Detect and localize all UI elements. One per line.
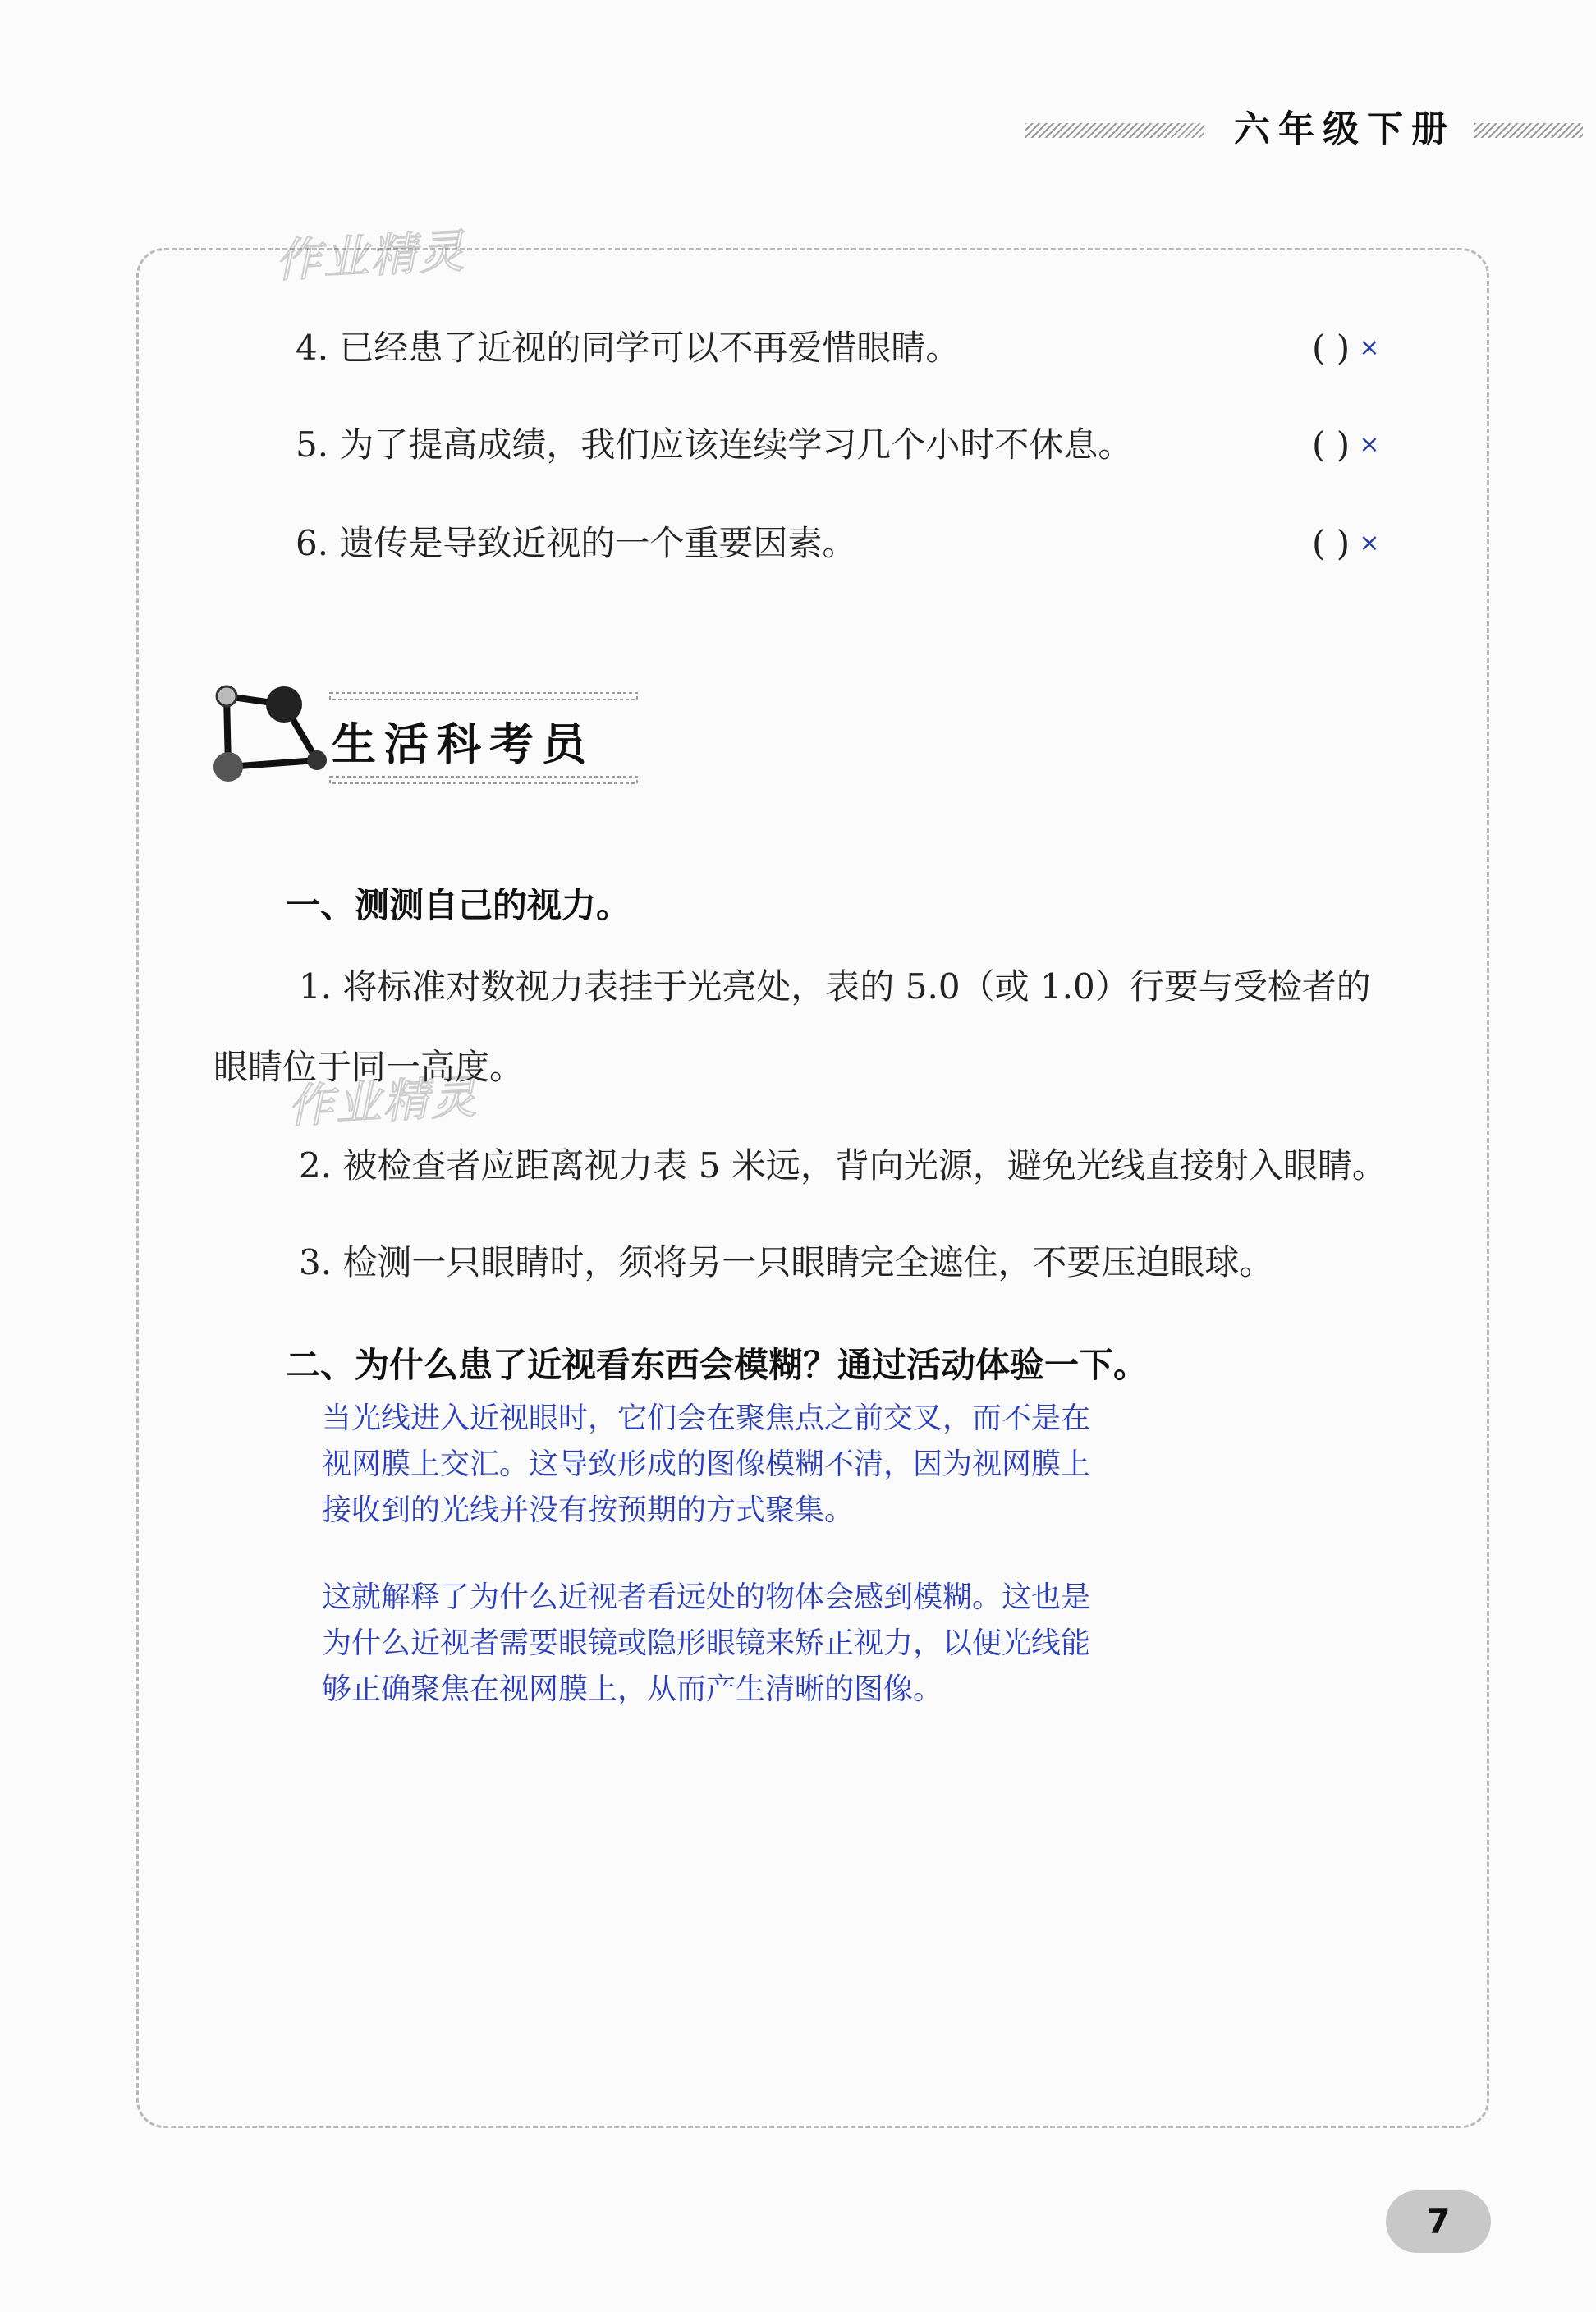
section-title: 生活科考员 xyxy=(332,718,594,770)
header-stripe-left xyxy=(1025,123,1204,138)
watermark: 作业精灵 xyxy=(286,1070,479,1135)
part2-heading: 二、为什么患了近视看东西会模糊？通过活动体验一下。 xyxy=(286,1345,1149,1385)
judgement-item-6 xyxy=(296,519,1429,568)
section-badge xyxy=(209,677,668,800)
answer-line: 视网膜上交汇。这导致形成的图像模糊不清，因为视网膜上 xyxy=(322,1447,1091,1481)
book-title: 六年级下册 xyxy=(1234,108,1456,150)
answer-mark: × xyxy=(1359,333,1380,362)
header-stripe-right xyxy=(1474,123,1583,138)
page-header xyxy=(1025,105,1583,154)
part1-item1-line2: 眼睛位于同一高度。 xyxy=(213,1047,525,1087)
answer-line: 为什么近视者需要眼镜或隐形眼镜来矫正视力，以便光线能 xyxy=(322,1626,1091,1660)
part1-item2: 2. 被检查者应距离视力表 5 米远，背向光源，避免光线直接射入眼睛。 xyxy=(299,1145,1387,1186)
judgement-item-4 xyxy=(296,323,1429,373)
watermark: 作业精灵 xyxy=(273,224,467,289)
answer-mark: × xyxy=(1359,430,1380,459)
answer-parentheses xyxy=(1312,323,1427,373)
parentheses: ( ) xyxy=(1312,523,1351,563)
part1-heading: 一、测测自己的视力。 xyxy=(286,885,631,925)
parentheses: ( ) xyxy=(1312,328,1351,368)
answer-parentheses xyxy=(1312,519,1427,568)
question-text: 5. 为了提高成绩，我们应该连续学习几个小时不休息。 xyxy=(296,424,1133,465)
answer-line: 这就解释了为什么近视者看远处的物体会感到模糊。这也是 xyxy=(322,1580,1091,1614)
answer-line: 当光线进入近视眼时，它们会在聚焦点之前交叉，而不是在 xyxy=(322,1401,1091,1435)
part1-item1-line1: 1. 将标准对数视力表挂于光亮处，表的 5.0（或 1.0）行要与受检者的 xyxy=(299,966,1371,1007)
judgement-item-5 xyxy=(296,420,1429,470)
question-text: 4. 已经患了近视的同学可以不再爱惜眼睛。 xyxy=(296,328,961,368)
parentheses: ( ) xyxy=(1312,424,1351,465)
answer-line: 接收到的光线并没有按预期的方式聚集。 xyxy=(322,1493,855,1527)
answer-paragraph-1 xyxy=(322,1396,1159,1534)
answer-parentheses xyxy=(1312,420,1427,470)
answer-line: 够正确聚焦在视网膜上，从而产生清晰的图像。 xyxy=(322,1672,943,1706)
answer-paragraph-2 xyxy=(322,1575,1159,1713)
part1-item3: 3. 检测一只眼睛时，须将另一只眼睛完全遮住，不要压迫眼球。 xyxy=(299,1242,1274,1282)
answer-mark: × xyxy=(1359,529,1380,557)
question-text: 6. 遗传是导致近视的一个重要因素。 xyxy=(296,523,857,563)
page-number: 7 xyxy=(1386,2190,1491,2253)
